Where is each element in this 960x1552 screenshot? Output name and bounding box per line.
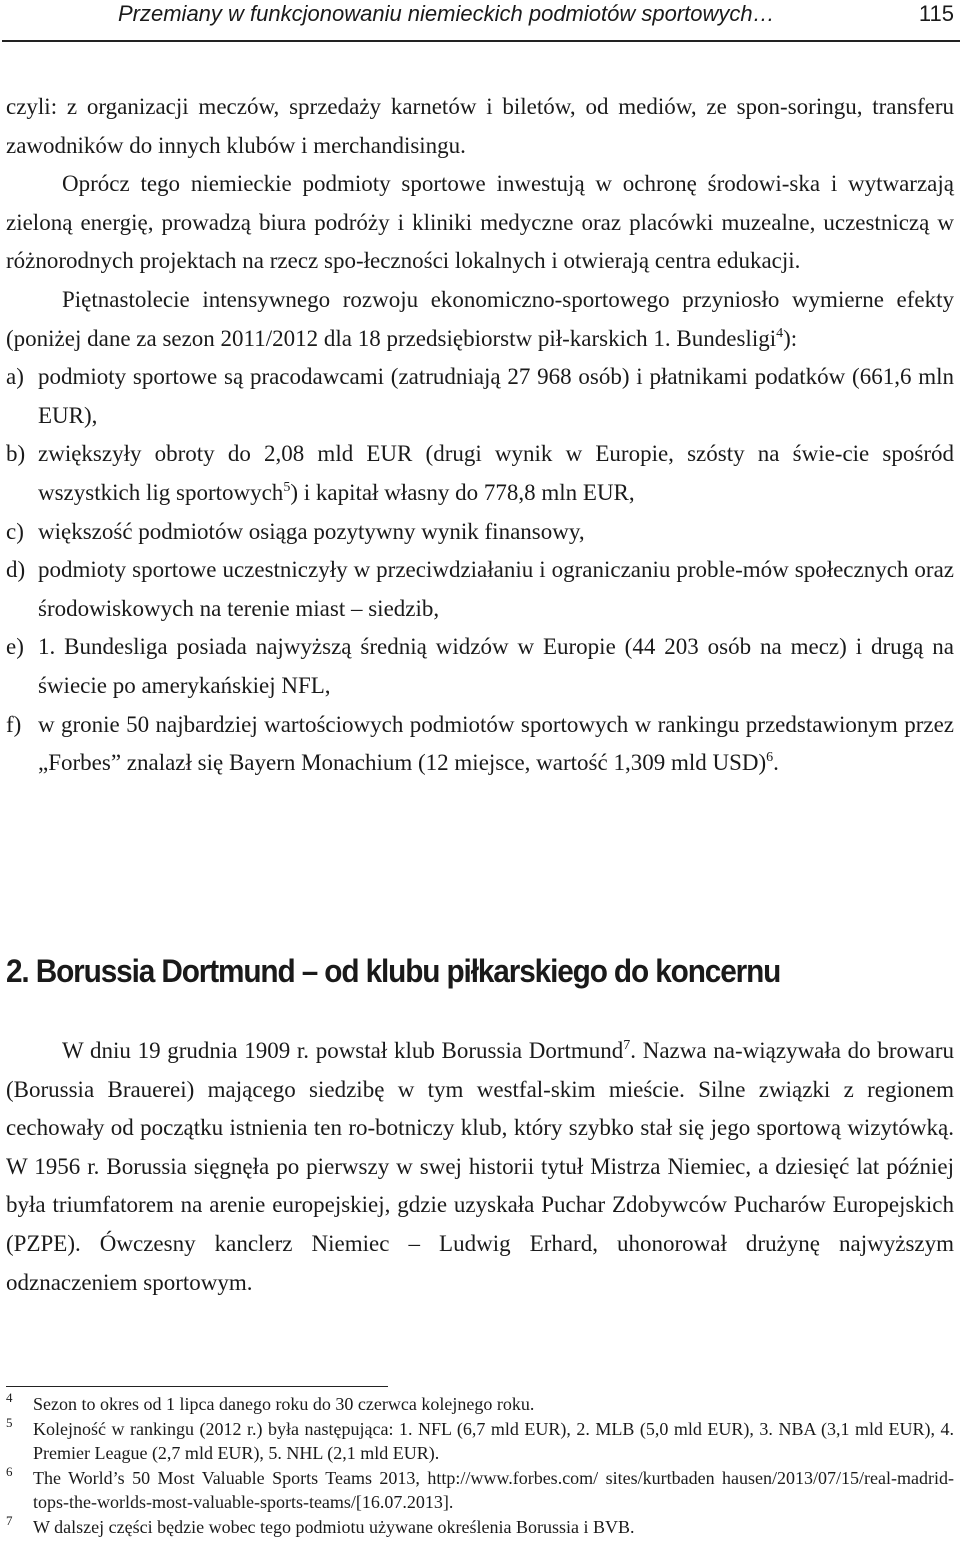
footnote-number: 6	[6, 1463, 13, 1479]
footnote-ref-5: 5	[283, 479, 291, 495]
list-item-e	[6, 628, 954, 705]
footnote-7	[6, 1512, 954, 1540]
footnote-ref-6: 6	[766, 750, 774, 766]
footnotes	[6, 1392, 954, 1540]
list-item-a	[6, 358, 954, 435]
list-item-text: podmioty sportowe są pracodawcami (zatrudniają 27 968 osób) i płatnikami podatków (661,6 mln EUR),	[38, 364, 954, 428]
footnote-5	[6, 1414, 954, 1466]
list-item-text: zwiększyły obroty do 2,08 mld EUR (drugi wynik w Europie, szósty na świe-cie spośród wszystkich lig sportowych	[38, 441, 954, 505]
paragraph-continuation: czyli: z organizacji meczów, sprzedaży karnetów i biletów, od mediów, ze spon-soringu, transferu zawodników do innych klubów i merchandisingu.	[6, 94, 954, 158]
list-item-c	[6, 513, 954, 552]
footnote-ref-7: 7	[623, 1038, 631, 1053]
paragraph-effects	[6, 281, 954, 358]
section-heading: 2. Borussia Dortmund – od klubu piłkarskiego do koncernu	[6, 953, 781, 989]
paragraph-effects-text: Piętnastolecie intensywnego rozwoju ekonomiczno-sportowego przyniosło wymierne efekty (poniżej dane za sezon 2011/2012 dla 18 przedsiębiorstw pił-karskich 1. Bundesligi	[6, 286, 954, 351]
section-body	[6, 1032, 954, 1302]
running-title: Przemiany w funkcjonowaniu niemieckich podmiotów sportowych…	[118, 1, 775, 26]
footnote-text: Kolejność w rankingu (2012 r.) była następująca: 1. NFL (6,7 mld EUR), 2. MLB (5,0 mld EUR), 3. NBA (3,1 mld EUR), 4. Premier League (2,7 mld EUR), 5. NHL (2,1 mld EUR).	[33, 1418, 954, 1464]
list-item-f	[6, 706, 954, 783]
footnote-number: 5	[6, 1414, 13, 1430]
footnote-text: The World’s 50 Most Valuable Sports Teams 2013, http://www.forbes.com/ sites/kurtbaden hausen/2013/07/15/real-madrid-tops-the-worlds-most-valuable-sports-teams/[16.07.2013].	[33, 1467, 954, 1513]
section-paragraph-tail: . Nazwa na-wiązywała do browaru (Borussia Brauerei) mającego siedzibę w tym westfal-skim mieście. Silne związki z regionem cechowały od początku istnienia ten ro-botniczy klub, który szybko stał się jego sportową wizytówką. W 1956 r. Borussia sięgnęła po pierwszy w swej historii tytuł Mistrza Niemiec, a dziesięć lat później była triumfatorem na arenie europejskiej, gdzie uzyskała Puchar Zdobywców Pucharów Europejskich (PZPE). Ówczesny kanclerz Niemiec – Ludwig Erhard, uhonorował drużynę najwyższym odznaczeniem sportowym.	[6, 1038, 954, 1295]
paragraph-investments: Oprócz tego niemieckie podmioty sportowe inwestują w ochronę środowi-ska i wytwarzają zieloną energię, prowadzą biura podróży i kliniki medyczne oraz placówki muzealne, uczestniczą w różnorodnych projektach na rzecz spo-łeczności lokalnych i otwierają centra edukacji.	[6, 171, 954, 274]
list-marker: b)	[6, 441, 26, 467]
list-item-text: 1. Bundesliga posiada najwyższą średnią widzów w Europie (44 203 osób na mecz) i drugą na świecie po amerykańskiej NFL,	[38, 634, 954, 698]
list-marker: f)	[6, 711, 22, 737]
list-marker: a)	[6, 364, 24, 390]
list-marker: c)	[6, 518, 24, 544]
list-item-d	[6, 551, 954, 628]
page-number: 115	[918, 1, 954, 26]
list-item-text: większość podmiotów osiąga pozytywny wynik finansowy,	[38, 518, 585, 544]
list-marker: d)	[6, 557, 26, 583]
footnote-text: Sezon to okres od 1 lipca danego roku do 30 czerwca kolejnego roku.	[33, 1394, 535, 1414]
section-paragraph	[6, 1032, 954, 1302]
list-marker: e)	[6, 634, 24, 660]
list-item-text-tail: .	[773, 750, 779, 776]
list-item-text: podmioty sportowe uczestniczyły w przeciwdziałaniu i ograniczaniu proble-mów społecznych oraz środowiskowych na terenie miast – siedzib,	[38, 557, 954, 621]
list-item-b	[6, 435, 954, 512]
body-text	[6, 88, 954, 783]
list-item-text-tail: ) i kapitał własny do 778,8 mln EUR,	[290, 479, 635, 505]
running-header	[0, 0, 960, 44]
footnote-number: 7	[6, 1512, 13, 1528]
footnote-text: W dalszej części będzie wobec tego podmiotu używane określenia Borussia i BVB.	[33, 1516, 635, 1537]
effects-list	[6, 358, 954, 783]
header-rule	[2, 40, 960, 42]
footnote-number: 4	[6, 1390, 13, 1405]
paragraph-effects-tail: ):	[783, 325, 798, 351]
section-paragraph-text: W dniu 19 grudnia 1909 r. powstał klub Borussia Dortmund	[62, 1038, 624, 1063]
footnote-4	[6, 1392, 954, 1417]
footnote-6	[6, 1463, 954, 1515]
list-item-text: w gronie 50 najbardziej wartościowych podmiotów sportowych w rankingu przedstawionym przez „Forbes” znalazł się Bayern Monachium (12 miejsce, wartość 1,309 mld USD)	[38, 711, 954, 776]
footnote-ref-4: 4	[776, 325, 784, 341]
footnote-separator	[6, 1386, 388, 1387]
